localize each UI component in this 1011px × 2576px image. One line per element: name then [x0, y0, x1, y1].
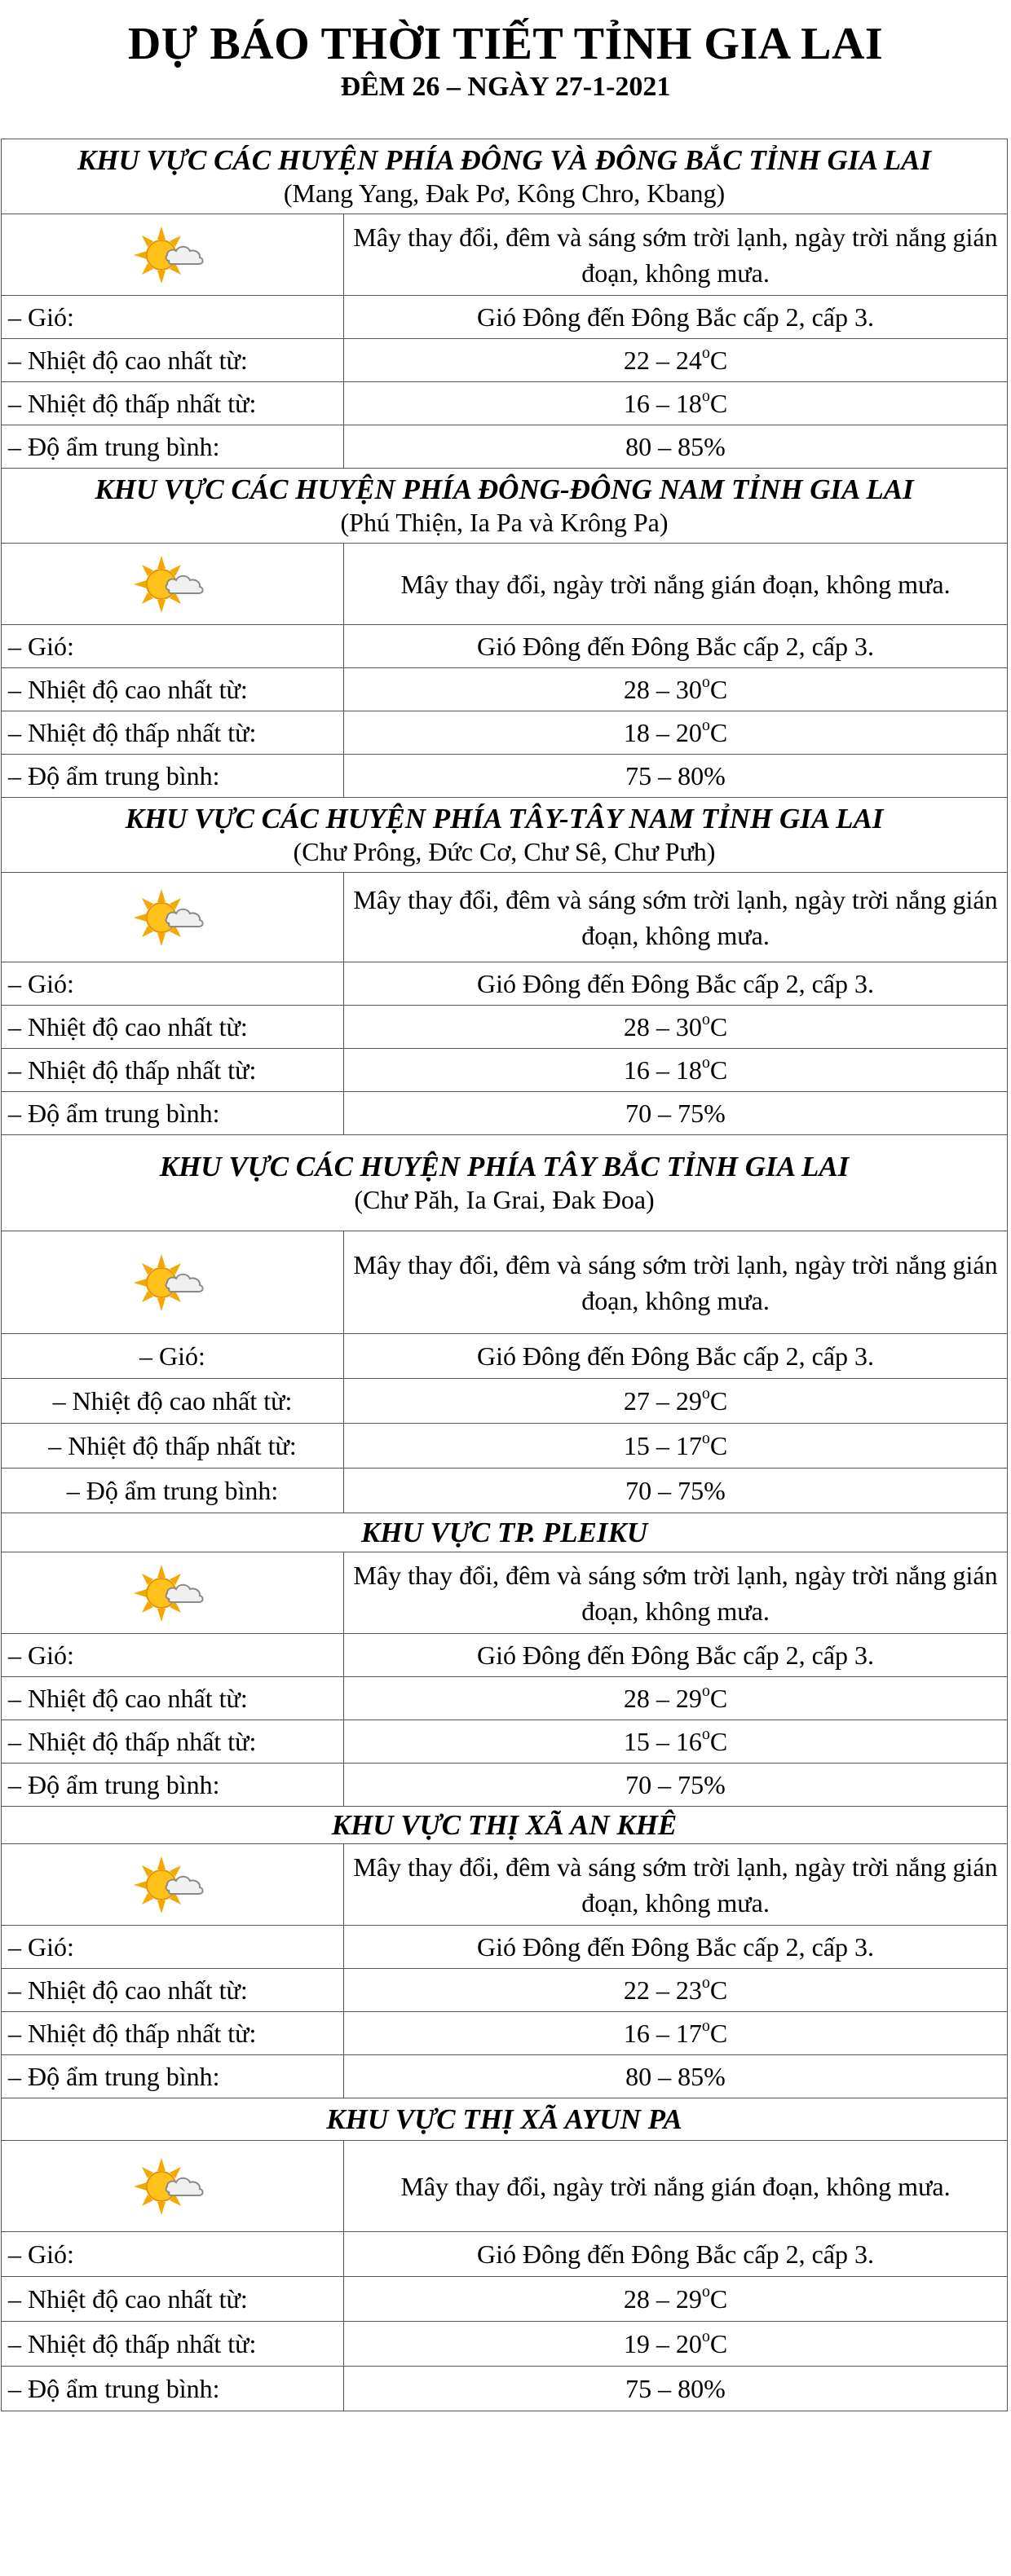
weather-icon-cell — [2, 1552, 344, 1634]
tmin-range: 16 – 18 — [623, 388, 702, 418]
weather-description: Mây thay đổi, đêm và sáng sớm trời lạnh, ngày trời nắng gián đoạn, không mưa. — [344, 1844, 1008, 1926]
wind-value: Gió Đông đến Đông Bắc cấp 2, cấp 3. — [344, 1334, 1008, 1379]
wind-value: Gió Đông đến Đông Bắc cấp 2, cấp 3. — [344, 1634, 1008, 1677]
tmin-row — [2, 1049, 1008, 1092]
tmax-range: 28 – 29 — [623, 2283, 702, 2314]
tmax-range: 28 – 30 — [623, 674, 702, 704]
tmax-value — [344, 1969, 1008, 2012]
wind-row — [2, 2232, 1008, 2277]
celsius-unit: C — [709, 2328, 728, 2358]
tmax-range: 28 – 30 — [623, 1011, 702, 1041]
tmin-range: 19 – 20 — [623, 2328, 702, 2358]
weather-description: Mây thay đổi, ngày trời nắng gián đoạn, không mưa. — [344, 2141, 1008, 2232]
sun-cloud-icon — [134, 2178, 212, 2192]
wind-label: – Gió: — [2, 1634, 344, 1677]
tmin-range: 15 – 16 — [623, 1726, 702, 1756]
tmax-row — [2, 668, 1008, 711]
region-header — [2, 139, 1008, 214]
tmax-label: – Nhiệt độ cao nhất từ: — [2, 1379, 344, 1424]
celsius-unit: C — [709, 1683, 728, 1713]
tmax-label: – Nhiệt độ cao nhất từ: — [2, 1969, 344, 2012]
region-description-row — [2, 1231, 1008, 1334]
region-header — [2, 1513, 1008, 1552]
tmin-row — [2, 1720, 1008, 1764]
tmin-label: – Nhiệt độ thấp nhất từ: — [2, 382, 344, 425]
wind-row — [2, 1926, 1008, 1969]
tmax-row — [2, 1969, 1008, 2012]
weather-icon-cell — [2, 214, 344, 296]
tmin-range: 18 – 20 — [623, 717, 702, 747]
humidity-value: 70 – 75% — [344, 1469, 1008, 1513]
degree-symbol: o — [701, 1429, 710, 1447]
celsius-unit: C — [709, 1975, 728, 2005]
humidity-label: – Độ ẩm trung bình: — [2, 425, 344, 469]
humidity-value: 70 – 75% — [344, 1764, 1008, 1807]
tmin-label: – Nhiệt độ thấp nhất từ: — [2, 1424, 344, 1469]
celsius-unit: C — [709, 1726, 728, 1756]
region-header-row — [2, 1135, 1008, 1231]
forecast-table — [1, 139, 1008, 2411]
tmin-value — [344, 382, 1008, 425]
wind-row — [2, 625, 1008, 668]
weather-description: Mây thay đổi, đêm và sáng sớm trời lạnh, ngày trời nắng gián đoạn, không mưa. — [344, 873, 1008, 962]
region-header-row — [2, 2098, 1008, 2141]
wind-label: – Gió: — [2, 296, 344, 339]
tmin-value — [344, 711, 1008, 755]
weather-icon-cell — [2, 2141, 344, 2232]
degree-symbol: o — [701, 1384, 710, 1402]
tmin-value — [344, 2012, 1008, 2055]
page-title: DỰ BÁO THỜI TIẾT TỈNH GIA LAI — [127, 19, 884, 69]
tmax-label: – Nhiệt độ cao nhất từ: — [2, 1677, 344, 1720]
humidity-label: – Độ ẩm trung bình: — [2, 2055, 344, 2098]
sun-cloud-icon — [134, 576, 212, 590]
region-name: KHU VỰC CÁC HUYỆN PHÍA TÂY-TÂY NAM TỈNH GIA LAI — [125, 802, 884, 834]
humidity-label: – Độ ẩm trung bình: — [2, 2367, 344, 2411]
humidity-value: 80 – 85% — [344, 425, 1008, 469]
degree-symbol: o — [701, 672, 710, 691]
humidity-row — [2, 2367, 1008, 2411]
celsius-unit: C — [709, 1055, 728, 1085]
wind-value: Gió Đông đến Đông Bắc cấp 2, cấp 3. — [344, 2232, 1008, 2277]
wind-label: – Gió: — [2, 625, 344, 668]
wind-label: – Gió: — [2, 1926, 344, 1969]
region-description-row — [2, 214, 1008, 296]
celsius-unit: C — [709, 1011, 728, 1041]
degree-symbol: o — [701, 343, 710, 362]
region-description-row — [2, 1844, 1008, 1926]
tmax-label: – Nhiệt độ cao nhất từ: — [2, 668, 344, 711]
region-header — [2, 1807, 1008, 1844]
degree-symbol: o — [701, 1724, 710, 1743]
region-name: KHU VỰC CÁC HUYỆN PHÍA ĐÔNG VÀ ĐÔNG BẮC TỈNH GIA LAI — [77, 143, 932, 176]
tmax-row — [2, 1677, 1008, 1720]
sun-cloud-icon — [134, 1585, 212, 1599]
region-districts: (Chư Păh, Ia Grai, Đak Đoa) — [354, 1184, 655, 1214]
degree-symbol: o — [701, 1681, 710, 1700]
region-header — [2, 1135, 1008, 1231]
tmin-row — [2, 2322, 1008, 2367]
degree-symbol: o — [701, 1010, 710, 1028]
sun-cloud-icon — [134, 247, 212, 261]
region-header — [2, 798, 1008, 873]
humidity-value: 75 – 80% — [344, 755, 1008, 798]
humidity-label: – Độ ẩm trung bình: — [2, 1092, 344, 1135]
tmax-value — [344, 1006, 1008, 1049]
celsius-unit: C — [709, 1385, 728, 1416]
humidity-value: 75 – 80% — [344, 2367, 1008, 2411]
tmax-value — [344, 1677, 1008, 1720]
tmax-value — [344, 668, 1008, 711]
tmin-range: 15 – 17 — [623, 1430, 702, 1460]
degree-symbol: o — [701, 386, 710, 405]
weather-description: Mây thay đổi, ngày trời nắng gián đoạn, không mưa. — [344, 544, 1008, 625]
region-name: KHU VỰC THỊ XÃ AYUN PA — [326, 2103, 682, 2135]
tmin-range: 16 – 17 — [623, 2018, 702, 2048]
region-name: KHU VỰC CÁC HUYỆN PHÍA ĐÔNG-ĐÔNG NAM TỈNH GIA LAI — [95, 473, 914, 505]
degree-symbol: o — [701, 1053, 710, 1072]
region-description-row — [2, 873, 1008, 962]
region-header-row — [2, 469, 1008, 544]
tmin-row — [2, 1424, 1008, 1469]
degree-symbol: o — [701, 1973, 710, 1992]
wind-label: – Gió: — [2, 1334, 344, 1379]
degree-symbol: o — [701, 2327, 710, 2345]
wind-row — [2, 1634, 1008, 1677]
humidity-row — [2, 755, 1008, 798]
tmax-row — [2, 339, 1008, 382]
region-districts: (Chư Prông, Đức Cơ, Chư Sê, Chư Pưh) — [293, 836, 716, 866]
weather-icon-cell — [2, 873, 344, 962]
wind-value: Gió Đông đến Đông Bắc cấp 2, cấp 3. — [344, 1926, 1008, 1969]
region-description-row — [2, 1552, 1008, 1634]
wind-value: Gió Đông đến Đông Bắc cấp 2, cấp 3. — [344, 296, 1008, 339]
tmax-value — [344, 2277, 1008, 2322]
tmax-range: 22 – 24 — [623, 345, 702, 375]
tmin-value — [344, 2322, 1008, 2367]
wind-value: Gió Đông đến Đông Bắc cấp 2, cấp 3. — [344, 962, 1008, 1006]
tmax-row — [2, 1379, 1008, 1424]
tmin-label: – Nhiệt độ thấp nhất từ: — [2, 2012, 344, 2055]
region-districts: (Phú Thiện, Ia Pa và Krông Pa) — [340, 507, 669, 537]
celsius-unit: C — [709, 2283, 728, 2314]
tmin-row — [2, 2012, 1008, 2055]
tmin-label: – Nhiệt độ thấp nhất từ: — [2, 2322, 344, 2367]
weather-icon-cell — [2, 544, 344, 625]
tmax-range: 27 – 29 — [623, 1385, 702, 1416]
weather-icon-cell — [2, 1231, 344, 1334]
tmin-label: – Nhiệt độ thấp nhất từ: — [2, 1049, 344, 1092]
region-header-row — [2, 1513, 1008, 1552]
region-name: KHU VỰC TP. PLEIKU — [360, 1516, 648, 1548]
humidity-value: 80 – 85% — [344, 2055, 1008, 2098]
celsius-unit: C — [709, 674, 728, 704]
celsius-unit: C — [709, 717, 728, 747]
tmin-label: – Nhiệt độ thấp nhất từ: — [2, 711, 344, 755]
tmin-label: – Nhiệt độ thấp nhất từ: — [2, 1720, 344, 1764]
region-description-row — [2, 2141, 1008, 2232]
celsius-unit: C — [709, 2018, 728, 2048]
humidity-row — [2, 425, 1008, 469]
tmax-value — [344, 339, 1008, 382]
region-header-row — [2, 798, 1008, 873]
degree-symbol: o — [701, 2282, 710, 2301]
celsius-unit: C — [709, 345, 728, 375]
degree-symbol: o — [701, 716, 710, 734]
page-subtitle: ĐÊM 26 – NGÀY 27-1-2021 — [340, 72, 671, 102]
tmax-label: – Nhiệt độ cao nhất từ: — [2, 2277, 344, 2322]
humidity-row — [2, 1469, 1008, 1513]
humidity-value: 70 – 75% — [344, 1092, 1008, 1135]
sun-cloud-icon — [134, 1275, 212, 1288]
tmin-row — [2, 382, 1008, 425]
wind-label: – Gió: — [2, 2232, 344, 2277]
tmax-label: – Nhiệt độ cao nhất từ: — [2, 1006, 344, 1049]
tmax-label: – Nhiệt độ cao nhất từ: — [2, 339, 344, 382]
region-description-row — [2, 544, 1008, 625]
region-header — [2, 2098, 1008, 2141]
celsius-unit: C — [709, 388, 728, 418]
humidity-label: – Độ ẩm trung bình: — [2, 755, 344, 798]
tmin-value — [344, 1720, 1008, 1764]
region-header-row — [2, 1807, 1008, 1844]
sun-cloud-icon — [134, 1877, 212, 1891]
region-name: KHU VỰC CÁC HUYỆN PHÍA TÂY BẮC TỈNH GIA LAI — [159, 1150, 850, 1182]
weather-description: Mây thay đổi, đêm và sáng sớm trời lạnh, ngày trời nắng gián đoạn, không mưa. — [344, 1231, 1008, 1334]
humidity-row — [2, 1092, 1008, 1135]
humidity-row — [2, 2055, 1008, 2098]
sun-cloud-icon — [134, 909, 212, 923]
weather-icon-cell — [2, 1844, 344, 1926]
tmax-value — [344, 1379, 1008, 1424]
region-header-row — [2, 139, 1008, 214]
tmax-row — [2, 1006, 1008, 1049]
wind-row — [2, 962, 1008, 1006]
humidity-label: – Độ ẩm trung bình: — [2, 1469, 344, 1513]
humidity-label: – Độ ẩm trung bình: — [2, 1764, 344, 1807]
tmin-value — [344, 1049, 1008, 1092]
degree-symbol: o — [701, 2016, 710, 2035]
region-name: KHU VỰC THỊ XÃ AN KHÊ — [331, 1808, 678, 1841]
tmax-row — [2, 2277, 1008, 2322]
region-districts: (Mang Yang, Đak Pơ, Kông Chro, Kbang) — [283, 178, 726, 208]
tmax-range: 28 – 29 — [623, 1683, 702, 1713]
region-header — [2, 469, 1008, 544]
tmin-row — [2, 711, 1008, 755]
wind-row — [2, 296, 1008, 339]
humidity-row — [2, 1764, 1008, 1807]
tmax-range: 22 – 23 — [623, 1975, 702, 2005]
celsius-unit: C — [709, 1430, 728, 1460]
tmin-range: 16 – 18 — [623, 1055, 702, 1085]
weather-description: Mây thay đổi, đêm và sáng sớm trời lạnh, ngày trời nắng gián đoạn, không mưa. — [344, 1552, 1008, 1634]
tmin-value — [344, 1424, 1008, 1469]
wind-label: – Gió: — [2, 962, 344, 1006]
wind-value: Gió Đông đến Đông Bắc cấp 2, cấp 3. — [344, 625, 1008, 668]
weather-description: Mây thay đổi, đêm và sáng sớm trời lạnh, ngày trời nắng gián đoạn, không mưa. — [344, 214, 1008, 296]
wind-row — [2, 1334, 1008, 1379]
